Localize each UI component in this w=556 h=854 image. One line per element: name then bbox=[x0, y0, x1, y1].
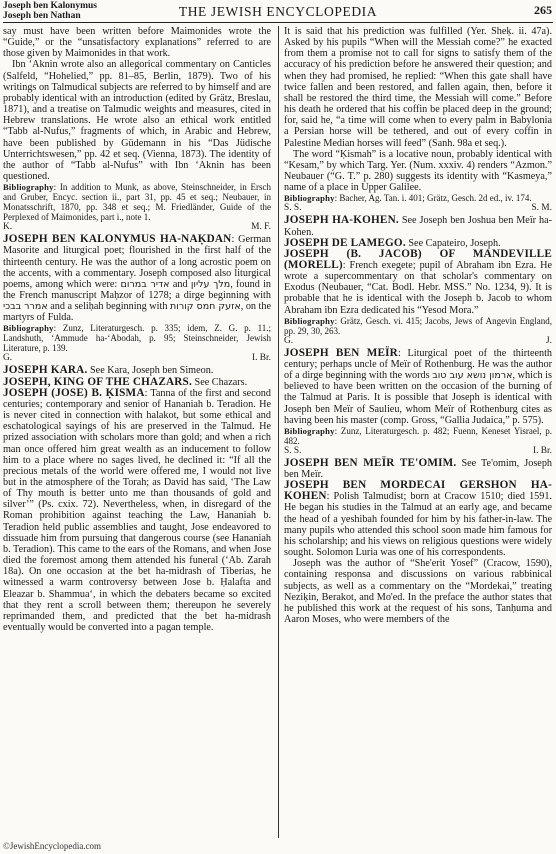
entry bbox=[3, 234, 271, 323]
hebrew-incipit: ארמון נושא עוב טוב bbox=[432, 370, 513, 382]
entry-heading: JOSEPH (JOSE) B. ḲISMA bbox=[3, 386, 145, 399]
entry-heading: JOSEPH BEN KALONYMUS HA-NAḲDAN bbox=[3, 233, 232, 246]
page-header bbox=[0, 0, 556, 24]
page-number: 265 bbox=[534, 3, 552, 17]
entry bbox=[284, 348, 552, 426]
entry bbox=[284, 215, 552, 237]
bibliography-label: Bibliography bbox=[3, 323, 54, 334]
entry bbox=[3, 388, 271, 633]
bibliography bbox=[3, 323, 271, 353]
bibliography-text: : Zunz, Literaturgesch. p. 482; Fuenn, Keneset Yisrael, p. 482. bbox=[284, 425, 552, 446]
entry-heading: JOSEPH BEN MEÏR TE'OMIM. bbox=[284, 456, 457, 469]
bibliography bbox=[284, 193, 552, 203]
entry-heading: JOSEPH (B. JACOB) OF MANDEVILLE (MORELL) bbox=[284, 247, 552, 271]
paragraph: Joseph was the author of “She'erit Yosef” (Cracow, 1590), containing responsa and discussions on various rabbinical subjects, as well as a commentary on the “Mordekai,” treating Neziḳin, Berakot, and Mo'ed. In the preface the author states that he published this work at the request of his sons, Tanḥuma and Aaron Moses, who were members of the bbox=[284, 558, 552, 626]
bibliography bbox=[284, 426, 552, 446]
entry-text: : Tanna of the first and second centuries; contemporary and senior of Hananiah b. Teradion. He is never cited in connection with halakot, but some ethical and eschatological sayings of his are preserved in the Talmud. He prized association with scholars more than gold; and when a rich man once offered him great wealth as an inducement to follow him to a place where no sages lived, he declined it: “If all the precious metals of the world were offered me, I would not live but in the atmosphere of the Torah; as David has said, ‘The Law of Thy mouth is better unto me than thousands of gold and silver’” (Ps. cxix. 72). Nevertheless, when, in disregard of the Roman prohibition against teaching the Law, Hananiah b. Teradion held public assemblies and taught, Jose endeavored to dissuade him from pursuing that dangerous course (see Hananiah b. Teradion). This came to the ears of the Romans, and when Jose died the foremost among them attended his funeral (‘Ab. Zarah 18a). On one occasion at the bet ha-midrash of Tiberias, he witnessed a warm controversy between Jose b. Ḥalafta and Eleazar b. Shammua‘, in which the debaters became so excited that they rent a scroll between them; thereupon he severely reprimanded them, and predicted that the bet ha-midrash eventually would be converted into a pagan temple. bbox=[3, 387, 271, 634]
signature-left: G. bbox=[284, 335, 294, 346]
bibliography-text: : In addition to Munk, as above, Steinschneider, in Ersch and Gruber, Encyc. section ii., part 31, pp. 45 et seq.; Neubauer, in Monatsschrift, 1870, pp. 348 et seq.; M. Friedländer, Guide of the Perplexed of Maimonides, part i., note 1. bbox=[3, 182, 271, 223]
hebrew-incipit: אמרר בבכי bbox=[3, 301, 48, 313]
bibliography bbox=[284, 316, 552, 336]
entry-text: , on the martyrs of Fulda. bbox=[3, 301, 272, 324]
entry bbox=[284, 480, 552, 558]
paragraph: It is said that his prediction was fulfilled (Yer. Sheḳ. ii. 47a). Asked by his pupils “When will the Messiah come?” he exacted from them a promise not to call for signs to satisfy them of the accuracy of his prediction before he answered their question; and when they had promised, he replied: “When this gate shall have twice fallen and been restored, and fallen again, then, before it shall be restored the third time, the Messiah will come.” Before his death he ordered that his coffin be placed deep in the ground; for, said he, “a time will come when to every palm in Babylonia a Persian horse will be tethered, and out of every coffin in Palestine Median horses will feed” (Sanh. 98a et seq.). bbox=[284, 26, 552, 149]
signature-right: S. M. bbox=[531, 203, 552, 214]
bibliography-label: Bibliography bbox=[284, 425, 335, 436]
entry-heading: JOSEPH BEN MORDECAI GERSHON HA-KOHEN bbox=[284, 479, 552, 503]
entry-text: , which is believed to have been written on the occasion of the burning of the Talmud at Paris. It is possible that Joseph is identical with Joseph ben Meïr of Saulieu, whom Meïr of Rothenburg cites as having been his master (comp. Gross, “Gallia Judaica,” p. 575). bbox=[284, 370, 552, 426]
cross-reference: See Chazars. bbox=[194, 376, 248, 388]
signature-right: J. bbox=[546, 335, 552, 346]
running-head-last: Joseph ben Nathan bbox=[3, 11, 81, 21]
signature-left: K. bbox=[3, 222, 13, 233]
hebrew-incipit: אזעק חמס קורות bbox=[169, 301, 241, 313]
copyright-footer: ©JewishEncyclopedia.com bbox=[3, 841, 102, 851]
signature-right: I. Br. bbox=[532, 445, 552, 456]
signature-left: S. S. bbox=[284, 445, 302, 456]
cross-reference: See Capateiro, Joseph. bbox=[408, 237, 501, 249]
entry-text: and bbox=[172, 278, 188, 290]
entry bbox=[284, 458, 552, 480]
bibliography bbox=[3, 182, 271, 222]
publication-title: THE JEWISH ENCYCLOPEDIA bbox=[178, 4, 378, 19]
entry-heading: JOSEPH DE LAMEGO. bbox=[284, 236, 406, 249]
entry-heading: JOSEPH HA-KOHEN. bbox=[284, 214, 399, 227]
entry-text: : Polish Talmudist; born at Cracow 1510; died 1591. He began his studies in the Talmud at an early age, and became the head of a yeshibah founded for him by his father-in-law. The many pupils who attended this school soon made him famous for his scholarship; and his views on religious questions were widely sought. Solomon Luria was one of his correspondents. bbox=[284, 491, 552, 559]
header-rule bbox=[3, 22, 553, 23]
entry-text: , found in the French manuscript Maḥzor of 1278; a dirge beginning with bbox=[3, 278, 272, 301]
author-signature bbox=[284, 446, 552, 457]
author-signature bbox=[3, 353, 271, 364]
running-head-first: Joseph ben Kalonymus bbox=[3, 1, 97, 11]
entry-text: : Liturgical poet of the thirteenth century; perhaps uncle of Meïr of Rothenburg. He was the author of a dirge beginning with the words bbox=[284, 347, 552, 382]
column-divider bbox=[278, 26, 279, 838]
signature-left: G. bbox=[3, 353, 13, 364]
author-signature bbox=[284, 336, 552, 347]
signature-right: I. Br. bbox=[251, 353, 271, 364]
bibliography-text: : Bacher, Ag. Tan. i. 401; Grätz, Gesch. 2d ed., iv. 174. bbox=[334, 193, 532, 204]
right-column bbox=[284, 26, 552, 625]
bibliography-label: Bibliography bbox=[284, 315, 335, 326]
bibliography-label: Bibliography bbox=[284, 193, 335, 204]
hebrew-incipit: אדיר במרום bbox=[120, 278, 170, 290]
cross-reference: See Kara, Joseph ben Simeon. bbox=[90, 365, 214, 377]
entry-text: : German Masorite and liturgical poet; flourished in the first half of the thirteenth century. He was the author of a long acrostic poem on the accents, with a commentary. Joseph composed also liturgical poems, among which were: bbox=[3, 234, 271, 290]
bibliography-text: : Grätz, Gesch. vi. 415; Jacobs, Jews of Angevin England, pp. 29, 30, 263. bbox=[284, 315, 552, 336]
paragraph: say must have been written before Maimonides wrote the “Guide,” or the “unsatisfactory explanations” referred to are those given by Maimonides in that work. bbox=[3, 26, 271, 60]
bibliography-text: : Zunz, Literaturgesch. p. 335; idem, Z. G. p. 11.; Landshuth, ‘Ammude ha-‘Abodah, p. 95; Steinschneider, Jewish Literature, p. 139. bbox=[3, 323, 271, 354]
signature-left: S. S. bbox=[284, 203, 302, 214]
entry-heading: JOSEPH KARA. bbox=[3, 364, 88, 377]
signature-right: M. F. bbox=[251, 222, 271, 233]
entry-text: : French exegete; pupil of Abraham ibn Ezra. He wrote a supercommentary on that scholar's commentary on Exodus (Neubauer, “Cat. Bodl. Hebr. MSS.” No. 1234, 9). It is probable that he is identical with the Joseph b. Jacob to whom Abraham ibn Ezra dedicated his “Yesod Mora.” bbox=[284, 259, 552, 316]
bibliography-label: Bibliography bbox=[3, 182, 54, 193]
entry-heading: JOSEPH BEN MEÏR bbox=[284, 346, 398, 359]
left-column bbox=[3, 26, 271, 633]
cross-reference: See Te'omim, Joseph ben Meïr. bbox=[284, 457, 553, 480]
entry-heading: JOSEPH, KING OF THE CHAZARS. bbox=[3, 375, 192, 388]
author-signature bbox=[284, 203, 552, 214]
cross-reference: See Joseph ben Joshua ben Meïr ha-Kohen. bbox=[284, 215, 553, 238]
hebrew-incipit: מלך עליון bbox=[190, 278, 231, 290]
entry bbox=[284, 249, 552, 316]
entry-text: and a seliḥah beginning with bbox=[50, 301, 168, 313]
author-signature bbox=[3, 222, 271, 233]
paragraph: The word “Ḳismah” is a locative noun, probably identical with “Kesam,” by which Targ. Yer. (Num. xxxiv. 4) renders “Azmon.” Neubauer (“G. T.” p. 280) suggests its identity with “Kasmeya,” name of a place in Upper Galilee. bbox=[284, 148, 552, 194]
paragraph: Ibn ‘Aknin wrote also an allegorical commentary on Canticles (Salfeld, “Hohelied,” pp. 81–85, Berlin, 1879). Two of his writings on Talmudical subjects are referred to by himself and are probably identical with an introduction (edited by Grätz, Breslau, 1871), and a treatise on Talmudic weights and measures, cited in Hebrew translations. He wrote also an ethical work entitled “Tabb al-Nufus,” fragments of which, in Arabic and Hebrew, have been published by Güdemann in his “Das Jüdische Unterrichtswesen,” pp. 42 et seq. (Vienna, 1873). The identity of the author of “Tabb al-Nufus” with Ibn ‘Aknin has been questioned. bbox=[3, 59, 271, 183]
